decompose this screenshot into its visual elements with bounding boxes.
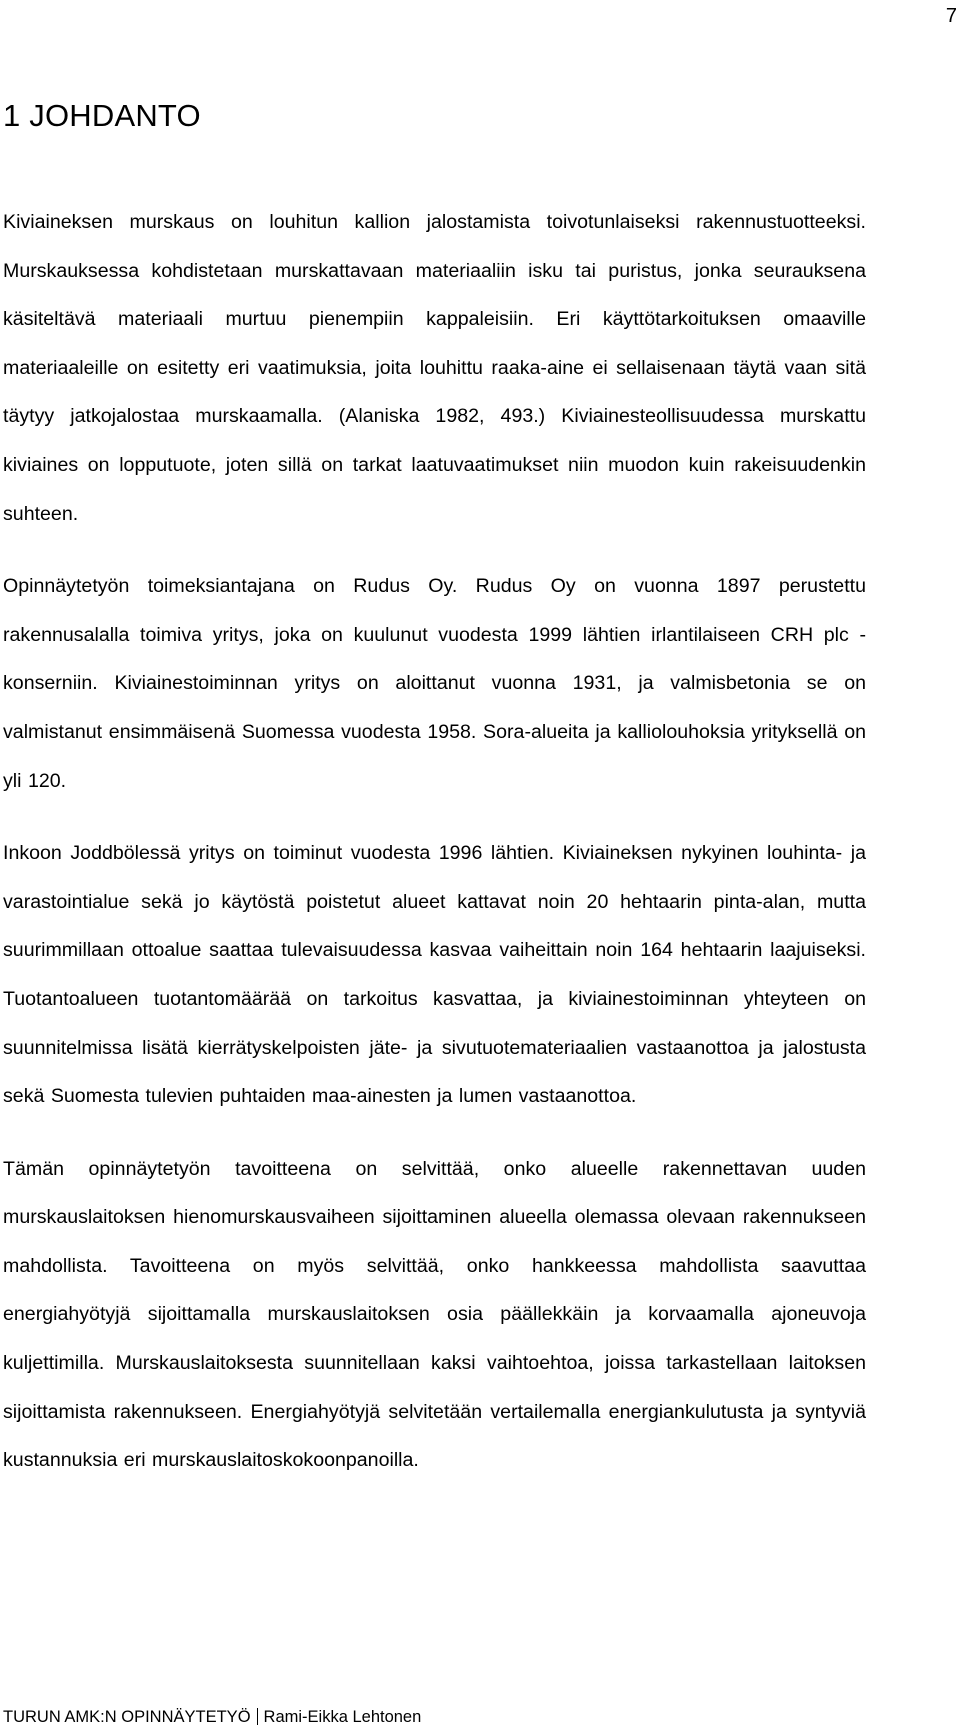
paragraph-intro: Kiviaineksen murskaus on louhitun kallion jalostamista toivotunlaiseksi rakennustuotteeksi. Murskauksessa kohdistetaan murskattavaan materiaaliin isku tai puristus, jonka seurauksena käsiteltävä materiaali murtuu pienempiin kappaleisiin. Eri käyttötarkoituksen omaaville materiaaleille on esitetty eri vaatimuksia, joita louhittu raaka-aine ei sellaisenaan täytä vaan sitä täytyy jatkojalostaa murskaamalla. (Alaniska 1982, 493.) Kiviainesteollisuudessa murskattu kiviaines on lopputuote, joten sillä on tarkat laatuvaatimukset niin muodon kuin rakeisuudenkin suhteen. — [3, 211, 866, 525]
paragraph-site: Inkoon Joddbölessä yritys on toiminut vuodesta 1996 lähtien. Kiviaineksen nykyinen louhinta- ja varastointialue sekä jo käytöstä poistetut alueet kattavat noin 20 hehtaarin pinta-alan, mutta suurimmillaan ottoalue saattaa tulevaisuudessa kasvaa vaiheittain noin 164 hehtaarin laajuiseksi. Tuotantoalueen tuotantomäärää on tarkoitus kasvattaa, ja kiviainestoiminnan yhteyteen on suunnitelmissa lisätä kierrätyskelpoisten jäte- ja sivutuotemateriaalien vastaanottoa ja jalostusta sekä Suomesta tulevien puhtaiden maa-ainesten ja lumen vastaanottoa. — [3, 842, 866, 1108]
footer-institution: TURUN AMK:N OPINNÄYTETYÖ — [3, 1708, 251, 1726]
page-footer — [3, 1706, 421, 1728]
footer-author: Rami-Eikka Lehtonen — [263, 1708, 422, 1726]
paragraph-goal: Tämän opinnäytetyön tavoitteena on selvittää, onko alueelle rakennettavan uuden murskauslaitoksen hienomurskausvaiheen sijoittaminen alueella olemassa olevaan rakennukseen mahdollista. Tavoitteena on myös selvittää, onko hankkeessa mahdollista saavuttaa energiahyötyjä sijoittamalla murskauslaitoksen osia päällekkäin ja korvaamalla ajoneuvoja kuljettimilla. Murskauslaitoksesta suunnitellaan kaksi vaihtoehtoa, joissa tarkastellaan laitoksen sijoittamista rakennukseen. Energiahyötyjä selvitetään vertailemalla energiankulutusta ja syntyviä kustannuksia eri murskauslaitoskokoonpanoilla. — [3, 1157, 866, 1472]
footer-separator — [257, 1708, 258, 1725]
page-number: 7 — [945, 5, 957, 27]
body-text — [3, 198, 866, 1509]
paragraph-client: Opinnäytetyön toimeksiantajana on Rudus Oy. Rudus Oy on vuonna 1897 perustettu rakennusalalla toimiva yritys, joka on kuulunut vuodesta 1999 lähtien irlantilaiseen CRH plc -konserniin. Kiviainestoiminnan yritys on aloittanut vuonna 1931, ja valmisbetonia se on valmistanut ensimmäisenä Suomessa vuodesta 1958. Sora-alueita ja kalliolouhoksia yrityksellä on yli 120. — [3, 575, 866, 792]
chapter-heading: 1 JOHDANTO — [3, 98, 201, 133]
